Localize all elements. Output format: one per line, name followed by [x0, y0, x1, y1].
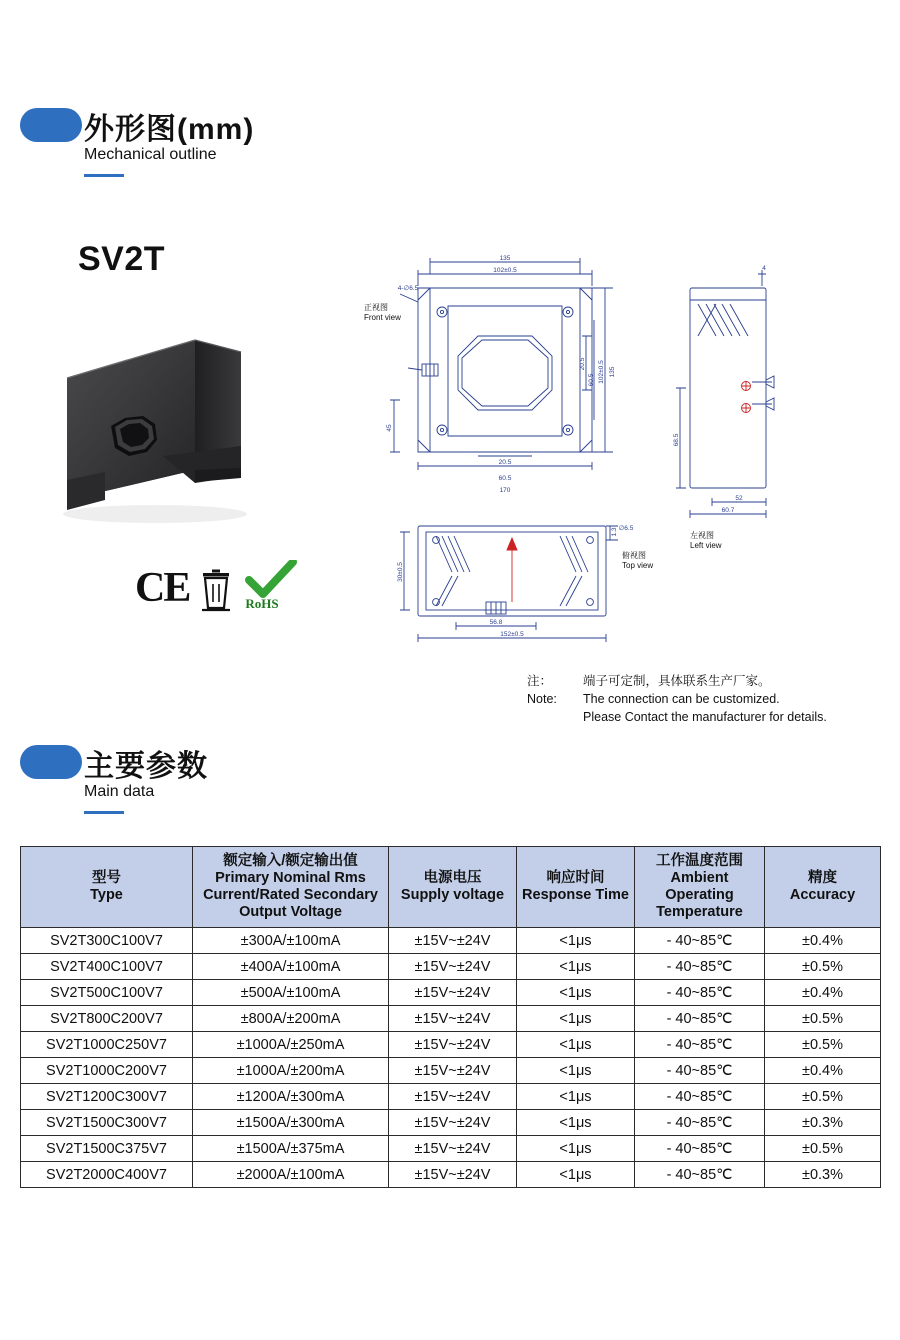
- cell-primary: ±1000A/±200mA: [193, 1058, 389, 1084]
- cell-temperature: - 40~85℃: [635, 1084, 765, 1110]
- title-underline-2: [84, 811, 124, 814]
- svg-text:4: 4: [762, 265, 766, 272]
- title-underline: [84, 174, 124, 177]
- svg-text:60.5: 60.5: [588, 373, 595, 387]
- cell-accuracy: ±0.5%: [765, 1084, 881, 1110]
- cell-temperature: - 40~85℃: [635, 954, 765, 980]
- cell-type: SV2T400C100V7: [21, 954, 193, 980]
- accent-pill-2: [20, 745, 82, 779]
- cell-accuracy: ±0.5%: [765, 1136, 881, 1162]
- header-supply-en: Supply voltage: [400, 887, 505, 903]
- cell-supply: ±15V~±24V: [389, 980, 517, 1006]
- header-response-en: Response Time: [522, 887, 629, 903]
- cell-temperature: - 40~85℃: [635, 1162, 765, 1188]
- cell-accuracy: ±0.3%: [765, 1162, 881, 1188]
- svg-text:60.5: 60.5: [498, 475, 512, 482]
- header-primary: [193, 847, 389, 928]
- header-primary-cn: 额定输入/额定输出值: [223, 853, 358, 869]
- product-photo: [45, 300, 345, 550]
- cell-type: SV2T300C100V7: [21, 928, 193, 954]
- ce-mark-icon: CE: [135, 565, 190, 611]
- cell-supply: ±15V~±24V: [389, 1058, 517, 1084]
- cell-temperature: - 40~85℃: [635, 928, 765, 954]
- cell-response: <1μs: [517, 980, 635, 1006]
- cell-accuracy: ±0.5%: [765, 1006, 881, 1032]
- note-text-en-line2: Please Contact the manufacturer for details.: [583, 710, 827, 724]
- svg-text:102±0.5: 102±0.5: [493, 267, 517, 274]
- cell-accuracy: ±0.5%: [765, 954, 881, 980]
- svg-text:正视图: 正视图: [364, 303, 388, 312]
- cell-accuracy: ±0.5%: [765, 1032, 881, 1058]
- cell-response: <1μs: [517, 1162, 635, 1188]
- svg-text:170: 170: [499, 487, 511, 494]
- cell-type: SV2T1200C300V7: [21, 1084, 193, 1110]
- cell-response: <1μs: [517, 1058, 635, 1084]
- header-type: [21, 847, 193, 928]
- cell-accuracy: ±0.4%: [765, 980, 881, 1006]
- svg-text:135: 135: [609, 366, 616, 378]
- table-row: [21, 1136, 881, 1162]
- svg-text:Left view: Left view: [690, 541, 722, 550]
- svg-text:俯视图: 俯视图: [622, 551, 646, 560]
- cell-primary: ±400A/±100mA: [193, 954, 389, 980]
- svg-text:Top view: Top view: [622, 561, 654, 570]
- table-row: [21, 954, 881, 980]
- svg-text:20.5: 20.5: [498, 459, 512, 466]
- table-row: [21, 1058, 881, 1084]
- check-icon: [243, 560, 299, 600]
- drawing-note: [527, 672, 827, 726]
- cell-accuracy: ±0.4%: [765, 1058, 881, 1084]
- note-label-en: Note:: [527, 692, 557, 706]
- mechanical-drawing: [360, 240, 880, 660]
- cell-primary: ±1500A/±375mA: [193, 1136, 389, 1162]
- cell-temperature: - 40~85℃: [635, 1136, 765, 1162]
- header-response-cn: 响应时间: [546, 870, 605, 886]
- svg-text:45: 45: [386, 424, 393, 432]
- cell-type: SV2T800C200V7: [21, 1006, 193, 1032]
- cell-response: <1μs: [517, 928, 635, 954]
- svg-text:152±0.5: 152±0.5: [500, 631, 524, 638]
- header-temperature-cn: 工作温度范围: [656, 853, 743, 869]
- cell-temperature: - 40~85℃: [635, 1032, 765, 1058]
- header-supply: [389, 847, 517, 928]
- rohs-mark: [243, 560, 299, 612]
- header-accuracy-cn: 精度: [808, 870, 837, 886]
- svg-text:20.5: 20.5: [579, 357, 586, 371]
- cell-type: SV2T500C100V7: [21, 980, 193, 1006]
- cell-response: <1μs: [517, 1084, 635, 1110]
- header-type-cn: 型号: [92, 870, 121, 886]
- table-row: [21, 1162, 881, 1188]
- table-row: [21, 1006, 881, 1032]
- header-type-en: Type: [90, 887, 123, 903]
- svg-text:102±0.5: 102±0.5: [598, 360, 605, 384]
- note-text-en-line1: The connection can be customized.: [583, 692, 780, 706]
- cell-supply: ±15V~±24V: [389, 1006, 517, 1032]
- svg-text:∅6.5: ∅6.5: [618, 525, 634, 532]
- table-header-row: [21, 847, 881, 928]
- accent-pill: [20, 108, 82, 142]
- svg-text:30±0.5: 30±0.5: [397, 562, 404, 582]
- rohs-label: RoHS: [245, 596, 279, 611]
- cell-accuracy: ±0.3%: [765, 1110, 881, 1136]
- model-title: SV2T: [78, 240, 166, 278]
- cell-response: <1μs: [517, 1110, 635, 1136]
- table-row: [21, 1084, 881, 1110]
- svg-text:52: 52: [735, 495, 743, 502]
- table-row: [21, 1110, 881, 1136]
- cell-type: SV2T1000C200V7: [21, 1058, 193, 1084]
- note-label-cn: 注：: [527, 674, 553, 688]
- cell-supply: ±15V~±24V: [389, 1162, 517, 1188]
- cell-supply: ±15V~±24V: [389, 1136, 517, 1162]
- page-title: 外形图(mm): [84, 113, 255, 146]
- cell-type: SV2T2000C400V7: [21, 1162, 193, 1188]
- svg-text:68.5: 68.5: [673, 433, 680, 447]
- cell-type: SV2T1500C300V7: [21, 1110, 193, 1136]
- cell-response: <1μs: [517, 1006, 635, 1032]
- svg-text:1.3: 1.3: [611, 527, 618, 537]
- table-row: [21, 980, 881, 1006]
- cell-primary: ±800A/±200mA: [193, 1006, 389, 1032]
- note-text-cn: 端子可定制，具体联系生产厂家。: [583, 674, 771, 688]
- cell-supply: ±15V~±24V: [389, 1032, 517, 1058]
- svg-text:Front view: Front view: [364, 313, 401, 322]
- section-subtitle-maindata: Main data: [84, 783, 155, 800]
- cell-response: <1μs: [517, 1136, 635, 1162]
- cell-temperature: - 40~85℃: [635, 1006, 765, 1032]
- page-subtitle: Mechanical outline: [84, 146, 217, 163]
- cell-primary: ±500A/±100mA: [193, 980, 389, 1006]
- header-supply-cn: 电源电压: [423, 870, 482, 886]
- svg-text:60.7: 60.7: [721, 507, 735, 514]
- svg-text:左视图: 左视图: [690, 531, 714, 540]
- table-row: [21, 1032, 881, 1058]
- header-primary-en: Primary Nominal Rms Current/Rated Secondary Output Voltage: [203, 870, 378, 920]
- table-row: [21, 928, 881, 954]
- cell-supply: ±15V~±24V: [389, 1084, 517, 1110]
- section-title-maindata: 主要参数: [84, 750, 208, 783]
- cell-primary: ±1000A/±250mA: [193, 1032, 389, 1058]
- certification-marks: [135, 560, 299, 612]
- header-temperature: [635, 847, 765, 928]
- header-accuracy: [765, 847, 881, 928]
- header-accuracy-en: Accuracy: [789, 887, 856, 903]
- cell-supply: ±15V~±24V: [389, 928, 517, 954]
- cell-type: SV2T1000C250V7: [21, 1032, 193, 1058]
- cell-temperature: - 40~85℃: [635, 980, 765, 1006]
- cell-type: SV2T1500C375V7: [21, 1136, 193, 1162]
- cell-temperature: - 40~85℃: [635, 1058, 765, 1084]
- cell-primary: ±1500A/±300mA: [193, 1110, 389, 1136]
- svg-text:135: 135: [499, 255, 511, 262]
- main-data-table: [20, 846, 881, 1188]
- cell-supply: ±15V~±24V: [389, 954, 517, 980]
- note-label-spacer: [527, 708, 583, 726]
- cell-temperature: - 40~85℃: [635, 1110, 765, 1136]
- svg-text:4-∅6.5: 4-∅6.5: [397, 285, 419, 292]
- cell-response: <1μs: [517, 1032, 635, 1058]
- waste-bin-icon: [199, 568, 233, 612]
- header-temperature-en: Ambient Operating Temperature: [656, 870, 743, 920]
- cell-supply: ±15V~±24V: [389, 1110, 517, 1136]
- cell-accuracy: ±0.4%: [765, 928, 881, 954]
- svg-text:56.8: 56.8: [489, 619, 503, 626]
- cell-primary: ±300A/±100mA: [193, 928, 389, 954]
- cell-primary: ±2000A/±100mA: [193, 1162, 389, 1188]
- header-response: [517, 847, 635, 928]
- cell-response: <1μs: [517, 954, 635, 980]
- main-data-table-wrapper: [20, 846, 880, 1188]
- cell-primary: ±1200A/±300mA: [193, 1084, 389, 1110]
